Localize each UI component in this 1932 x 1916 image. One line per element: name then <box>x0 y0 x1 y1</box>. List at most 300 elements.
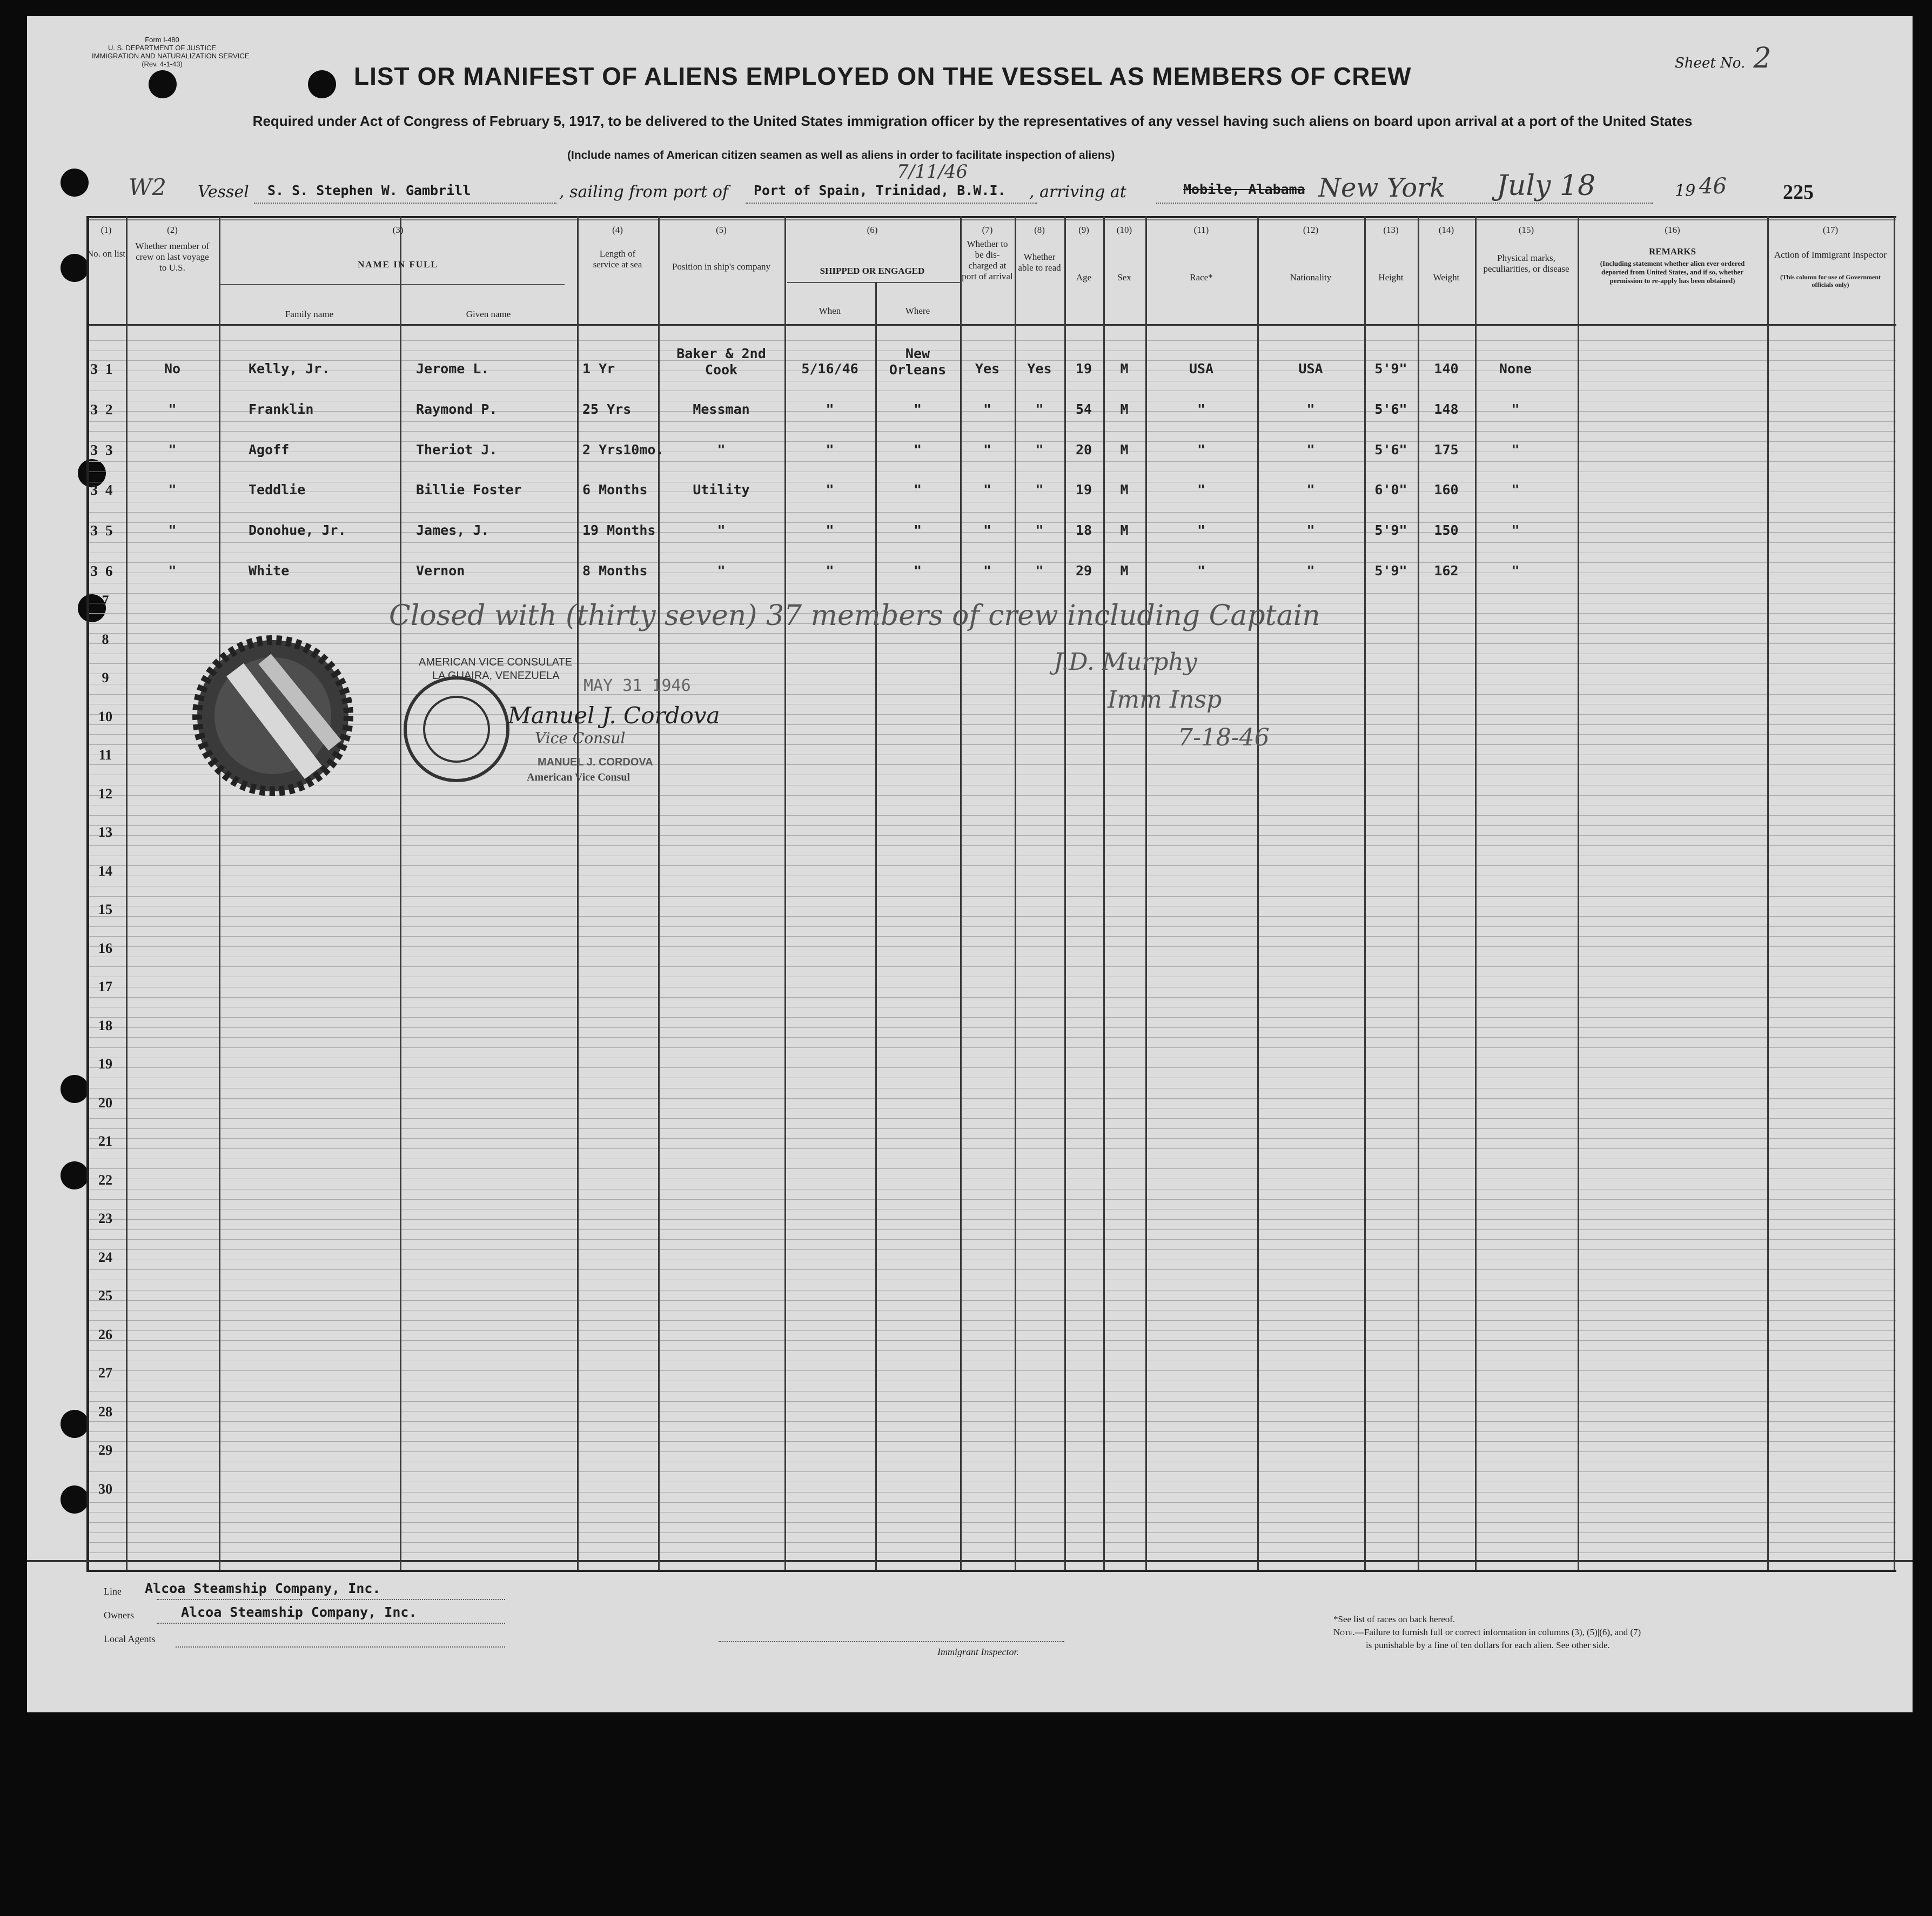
ruled-line <box>86 1199 1896 1200</box>
row-number: 20 <box>98 1095 112 1111</box>
row-number: 30 <box>98 1481 112 1497</box>
footer-line-label: Line <box>104 1586 122 1597</box>
cell-weight: 175 <box>1434 441 1459 458</box>
cell-nationality: " <box>1306 522 1315 539</box>
header-bottom-border <box>86 324 1896 326</box>
cell-given: James, J. <box>416 522 489 539</box>
cell-height: 6'0" <box>1374 482 1407 498</box>
footer-line-dots <box>157 1599 505 1600</box>
row-number: 15 <box>98 902 112 917</box>
cell-age: 29 <box>1075 563 1092 579</box>
cell-sex: M <box>1120 441 1129 458</box>
ruled-line <box>86 936 1896 937</box>
cell-when: " <box>826 563 834 579</box>
cell-family: Kelly, Jr. <box>249 361 330 377</box>
col-10-label: Sex <box>1117 272 1131 283</box>
punch-hole <box>61 169 89 197</box>
col-1-number: (1) <box>100 225 112 235</box>
ruled-line <box>86 1522 1896 1523</box>
arrival-year: 46 <box>1699 174 1727 199</box>
cell-marks: " <box>1511 563 1520 579</box>
ruled-line <box>86 1542 1896 1543</box>
form-department: U. S. DEPARTMENT OF JUSTICE <box>108 44 217 52</box>
cell-weight: 162 <box>1434 563 1459 579</box>
col-2-label: Whether member of crew on last voyage to U.S. <box>135 241 210 273</box>
immigrant-inspector-label: Immigrant Inspector. <box>937 1646 1019 1657</box>
vice-consul-signature: Manuel J. Cordova <box>508 702 720 729</box>
cell-age: 54 <box>1075 401 1092 417</box>
cell-age: 19 <box>1075 361 1092 377</box>
cell-where: " <box>913 563 922 579</box>
col-3-label: NAME IN FULL <box>358 259 438 270</box>
sailing-date: 7/11/46 <box>897 161 968 183</box>
cell-race: USA <box>1189 361 1214 377</box>
ruled-line <box>86 1441 1896 1442</box>
footer-top-border <box>27 1560 1913 1562</box>
cell-sex: M <box>1120 563 1129 579</box>
cell-last-voyage: " <box>168 482 177 498</box>
consulate-round-stamp-icon <box>397 670 516 789</box>
ruled-line <box>86 1421 1896 1422</box>
col-6-label: SHIPPED OR ENGAGED <box>820 266 925 276</box>
subtitle: Required under Act of Congress of February 5, 1917, to be delivered to the United States immigration officer by the representatives of any vessel having such aliens on board upon arrival at a port of the United States <box>252 113 1693 129</box>
cell-when: " <box>826 482 834 498</box>
col-14-label: Weight <box>1433 272 1460 283</box>
cell-discharged: Yes <box>975 361 1000 377</box>
ruled-line <box>86 1168 1896 1169</box>
ruled-line <box>86 1350 1896 1351</box>
col-16-sublabel: (Including statement whether alien ever ordered deported from United States, and if so, whether permission to re-apply has been obtained) <box>1600 259 1745 285</box>
cell-sex: M <box>1120 401 1129 417</box>
ruled-line <box>86 1047 1896 1048</box>
closing-note: Closed with (thirty seven) 37 members of crew including Captain <box>389 600 1320 632</box>
ruled-line <box>86 1027 1896 1028</box>
arriving-label: , arriving at <box>1029 183 1126 201</box>
cell-where: New Orleans <box>889 346 947 378</box>
arriving-port-handwritten: New York <box>1318 173 1446 203</box>
cell-nationality: " <box>1306 563 1315 579</box>
ruled-line <box>86 1118 1896 1119</box>
row-number: 18 <box>98 1018 112 1033</box>
ruled-line <box>86 1128 1896 1129</box>
form-revision: (Rev. 4-1-43) <box>142 60 183 68</box>
col-16-label: REMARKS <box>1649 246 1696 257</box>
row-number: 31 <box>90 361 120 377</box>
cell-position: " <box>717 563 726 579</box>
sheet-label: Sheet No. <box>1675 55 1746 71</box>
ruled-line <box>86 865 1896 866</box>
cell-service: 19 Months <box>582 522 656 539</box>
col-17-sublabel: (This column for use of Government officials only) <box>1780 273 1881 288</box>
cell-family: Franklin <box>249 401 314 417</box>
ruled-line <box>86 815 1896 816</box>
ruled-line <box>86 835 1896 836</box>
row-number: 19 <box>98 1056 112 1072</box>
ruled-line <box>86 1098 1896 1099</box>
cell-service: 25 Yrs <box>582 401 632 417</box>
vice-consul-signature-title: Vice Consul <box>535 729 626 747</box>
vessel-label: Vessel <box>198 183 249 201</box>
cell-family: White <box>249 563 290 579</box>
col-17-label: Action of Immigrant Inspector <box>1774 250 1887 260</box>
penalty-note <box>1333 1627 1641 1638</box>
col-15-label: Physical marks, peculiarities, or disease <box>1483 253 1569 274</box>
col-line <box>1364 216 1366 1570</box>
col-4-number: (4) <box>612 225 623 235</box>
cell-nationality: " <box>1306 401 1315 417</box>
ruled-line <box>86 1229 1896 1230</box>
cell-last-voyage: " <box>168 522 177 539</box>
footer-owners-value: Alcoa Steamship Company, Inc. <box>181 1604 417 1620</box>
cell-read: " <box>1035 401 1044 417</box>
ruled-line <box>86 1148 1896 1149</box>
cell-family: Agoff <box>249 441 290 458</box>
row-number: 21 <box>98 1133 112 1149</box>
cell-read: Yes <box>1027 361 1052 377</box>
cell-race: " <box>1197 563 1206 579</box>
cell-age: 20 <box>1075 441 1092 458</box>
cell-given: Jerome L. <box>416 361 489 377</box>
row-number: 22 <box>98 1172 112 1188</box>
ruled-line <box>86 431 1896 432</box>
cell-marks: " <box>1511 441 1520 458</box>
cell-height: 5'9" <box>1374 361 1407 377</box>
row-number: 14 <box>98 863 112 879</box>
col-line <box>1767 216 1769 1570</box>
col-9-label: Age <box>1076 272 1092 283</box>
row-number: 26 <box>98 1327 112 1342</box>
col-7-number: (7) <box>982 225 993 235</box>
col-6-number: (6) <box>867 225 878 235</box>
races-note: *See list of races on back hereof. <box>1333 1614 1455 1624</box>
vice-consul-typed-title: American Vice Consul <box>527 771 630 783</box>
ruled-line <box>86 916 1896 917</box>
ruled-line <box>86 1492 1896 1493</box>
col-15-number: (15) <box>1518 225 1534 235</box>
cell-where: " <box>913 522 922 539</box>
cell-when: 5/16/46 <box>801 361 858 377</box>
ruled-line <box>86 997 1896 998</box>
footer-agents-label: Local Agents <box>104 1633 156 1644</box>
col-9-number: (9) <box>1078 225 1089 235</box>
ruled-line <box>86 896 1896 897</box>
col-line <box>1015 216 1016 1570</box>
col-line <box>1103 216 1105 1570</box>
cell-weight: 150 <box>1434 522 1459 539</box>
family-name-header: Family name <box>285 309 334 319</box>
row-number: 10 <box>98 709 112 724</box>
row-number: 36 <box>90 563 120 579</box>
row-number: 25 <box>98 1288 112 1303</box>
cell-race: " <box>1197 482 1206 498</box>
col-1-label: No. on list <box>86 248 126 259</box>
ruled-line <box>86 1239 1896 1240</box>
cell-where: " <box>913 441 922 458</box>
ruled-line <box>86 1502 1896 1503</box>
page-title: LIST OR MANIFEST OF ALIENS EMPLOYED ON THE VESSEL AS MEMBERS OF CREW <box>354 62 1412 90</box>
row-number: 23 <box>98 1211 112 1226</box>
row-number: 11 <box>98 747 112 763</box>
col-16-number: (16) <box>1665 225 1680 235</box>
cell-position: Baker & 2nd Cook <box>676 346 766 378</box>
cell-nationality: USA <box>1298 361 1323 377</box>
ruled-line <box>86 825 1896 826</box>
ruled-line <box>86 1471 1896 1472</box>
form-identifier <box>92 36 250 68</box>
cell-discharged: " <box>983 563 992 579</box>
col-14-number: (14) <box>1438 225 1454 235</box>
ruled-line <box>86 1300 1896 1301</box>
punch-hole <box>61 1075 89 1103</box>
shipped-subheader-line <box>787 282 960 283</box>
footer-agents-dots <box>176 1646 505 1648</box>
cell-age: 19 <box>1075 482 1092 498</box>
ruled-line <box>86 926 1896 927</box>
penalty-note-text: —Failure to furnish full or correct information in columns (3), (5)|(6), and (7) <box>1354 1627 1641 1637</box>
cell-when: " <box>826 441 834 458</box>
col-2-number: (2) <box>167 225 178 235</box>
punch-hole <box>61 1161 89 1189</box>
inspector-sign-line <box>719 1641 1064 1642</box>
consulate-stamp-line2: LA GUAIRA, VENEZUELA <box>432 670 560 682</box>
table-top-border <box>86 216 1896 218</box>
ruled-line <box>86 1370 1896 1371</box>
year-prefix: 19 <box>1675 181 1696 200</box>
ruled-line <box>86 966 1896 967</box>
col-line <box>960 216 962 1570</box>
col-line <box>577 216 579 1570</box>
col-line <box>784 216 786 1570</box>
col-17-number: (17) <box>1822 225 1839 235</box>
row-number: 24 <box>98 1249 112 1265</box>
cell-weight: 148 <box>1434 401 1459 417</box>
cell-when: " <box>826 522 834 539</box>
margin-mark: W2 <box>129 174 166 200</box>
row-number: 12 <box>98 786 112 802</box>
col-line <box>1475 216 1477 1570</box>
cell-height: 5'6" <box>1374 401 1407 417</box>
sheet-value: 2 <box>1753 42 1772 75</box>
cell-weight: 160 <box>1434 482 1459 498</box>
ruled-line <box>86 1330 1896 1331</box>
cell-service: 1 Yr <box>582 361 615 377</box>
ruled-line <box>86 1451 1896 1452</box>
row-number: 17 <box>98 979 112 994</box>
col-line <box>1418 216 1419 1570</box>
ruled-line <box>86 1320 1896 1321</box>
cell-last-voyage: " <box>168 401 177 417</box>
manifest-sheet <box>27 16 1913 1712</box>
col-line <box>1894 216 1895 1570</box>
note-line: (Include names of American citizen seamen as well as aliens in order to facilitate inspection of aliens) <box>567 149 1115 162</box>
col-line <box>1578 216 1579 1570</box>
table-bottom-border <box>86 1570 1896 1572</box>
ruled-line <box>86 461 1896 462</box>
cell-marks: " <box>1511 522 1520 539</box>
cell-where: " <box>913 401 922 417</box>
cell-position: " <box>717 522 726 539</box>
punch-hole <box>61 254 89 282</box>
sheet-number <box>1675 42 1771 75</box>
row-number: 27 <box>98 1365 112 1381</box>
ruled-line <box>86 1037 1896 1038</box>
penalty-note-label: Note. <box>1333 1627 1355 1637</box>
col-line <box>126 216 128 1570</box>
cell-height: 5'9" <box>1374 522 1407 539</box>
col-line <box>219 216 220 1570</box>
vessel-name: S. S. Stephen W. Gambrill <box>267 183 471 198</box>
row-number: 9 <box>102 670 109 685</box>
row-number: 32 <box>90 401 120 418</box>
row-number: 16 <box>98 940 112 956</box>
consular-seal-icon <box>184 627 362 805</box>
shipped-where-header: Where <box>905 306 930 316</box>
col-line <box>400 216 401 1570</box>
ruled-line <box>86 421 1896 422</box>
col-4-label: Length of service at sea <box>593 248 642 270</box>
ruled-line <box>86 946 1896 947</box>
cell-marks: None <box>1499 361 1532 377</box>
cell-service: 6 Months <box>582 482 648 498</box>
table-top-border-inner <box>86 219 1896 220</box>
cell-marks: " <box>1511 482 1520 498</box>
ruled-line <box>86 542 1896 543</box>
arriving-port: Mobile, Alabama <box>1183 181 1305 197</box>
consulate-stamp-line1: AMERICAN VICE CONSULATE <box>419 656 573 668</box>
ruled-line <box>86 1138 1896 1139</box>
punch-hole <box>149 70 177 98</box>
name-subheader-line <box>219 284 565 285</box>
cell-family: Donohue, Jr. <box>249 522 346 539</box>
cell-last-voyage: " <box>168 563 177 579</box>
cell-race: " <box>1197 522 1206 539</box>
cell-discharged: " <box>983 401 992 417</box>
inspector-signature-date: 7-18-46 <box>1178 724 1270 751</box>
cell-discharged: " <box>983 522 992 539</box>
row-number: 7 <box>102 593 109 608</box>
manifest-table <box>86 216 1896 1570</box>
cell-sex: M <box>1120 522 1129 539</box>
ruled-line <box>86 1219 1896 1220</box>
col-3-number: (3) <box>392 225 404 235</box>
ruled-line <box>86 1552 1896 1553</box>
form-service: IMMIGRATION AND NATURALIZATION SERVICE <box>92 52 250 60</box>
punch-hole <box>308 70 336 98</box>
ruled-line <box>86 1067 1896 1068</box>
cell-race: " <box>1197 401 1206 417</box>
cell-read: " <box>1035 522 1044 539</box>
cell-given: Theriot J. <box>416 441 498 458</box>
page-number: 225 <box>1783 181 1814 204</box>
cell-weight: 140 <box>1434 361 1459 377</box>
consulate-stamp-date: MAY 31 1946 <box>583 676 691 695</box>
col-line <box>1257 216 1259 1570</box>
cell-given: Raymond P. <box>416 401 498 417</box>
arrival-date: July 18 <box>1497 170 1596 202</box>
cell-when: " <box>826 401 834 417</box>
cell-position: Messman <box>693 401 750 417</box>
cell-service: 8 Months <box>582 563 648 579</box>
col-12-label: Nationality <box>1290 272 1332 283</box>
ruled-line <box>86 1249 1896 1250</box>
punch-hole <box>61 1485 89 1514</box>
ruled-line <box>86 845 1896 846</box>
sailing-port: Port of Spain, Trinidad, B.W.I. <box>754 183 1006 198</box>
cell-given: Vernon <box>416 563 465 579</box>
col-10-number: (10) <box>1116 225 1132 235</box>
col-12-number: (12) <box>1303 225 1319 235</box>
row-number: 29 <box>98 1442 112 1458</box>
col-line <box>1145 216 1147 1570</box>
ruled-line <box>86 1017 1896 1018</box>
row-number: 8 <box>102 631 109 647</box>
col-11-number: (11) <box>1193 225 1209 235</box>
cell-last-voyage: No <box>164 361 181 377</box>
footer-owners-label: Owners <box>104 1610 134 1621</box>
form-number: Form I-480 <box>145 36 179 44</box>
cell-family: Teddlie <box>249 482 306 498</box>
col-5-number: (5) <box>716 225 727 235</box>
col-line <box>658 216 660 1570</box>
vessel-dots <box>254 203 556 204</box>
row-number: 28 <box>98 1404 112 1420</box>
row-number: 13 <box>98 824 112 840</box>
ruled-line <box>86 1431 1896 1432</box>
col-8-number: (8) <box>1034 225 1045 235</box>
cell-marks: " <box>1511 401 1520 417</box>
cell-height: 5'9" <box>1374 563 1407 579</box>
row-number: 34 <box>90 482 120 499</box>
col-8-label: Whether able to read <box>1018 252 1061 273</box>
col-11-label: Race* <box>1190 272 1213 283</box>
inspector-signature-title: Imm Insp <box>1108 686 1222 714</box>
cell-sex: M <box>1120 482 1129 498</box>
row-number: 33 <box>90 441 120 458</box>
footer-line-value: Alcoa Steamship Company, Inc. <box>145 1581 381 1596</box>
inspector-signature-name: J.D. Murphy <box>1054 648 1197 676</box>
col-5-label: Position in ship's company <box>672 261 771 272</box>
cell-discharged: " <box>983 441 992 458</box>
cell-service: 2 Yrs10mo. <box>582 441 664 458</box>
ruled-line <box>86 1532 1896 1533</box>
cell-nationality: " <box>1306 441 1315 458</box>
cell-race: " <box>1197 441 1206 458</box>
cell-discharged: " <box>983 482 992 498</box>
given-name-header: Given name <box>466 309 511 319</box>
ruled-line <box>86 593 1896 594</box>
cell-height: 5'6" <box>1374 441 1407 458</box>
cell-read: " <box>1035 482 1044 498</box>
col-7-label: Whether to be dis-charged at port of arrival <box>962 239 1013 281</box>
shipped-when-header: When <box>819 306 841 316</box>
penalty-note-text-2: is punishable by a fine of ten dollars for each alien. See other side. <box>1366 1640 1610 1650</box>
cell-nationality: " <box>1306 482 1315 498</box>
col-13-label: Height <box>1378 272 1404 283</box>
ruled-line <box>86 1269 1896 1270</box>
cell-position: Utility <box>693 482 750 498</box>
cell-where: " <box>913 482 922 498</box>
ruled-line <box>86 512 1896 513</box>
cell-read: " <box>1035 441 1044 458</box>
cell-last-voyage: " <box>168 441 177 458</box>
port-dots <box>746 203 1037 204</box>
vice-consul-typed-name: MANUEL J. CORDOVA <box>538 756 653 768</box>
col-line <box>875 282 877 1570</box>
ruled-line <box>86 1401 1896 1402</box>
cell-position: " <box>717 441 726 458</box>
punch-hole <box>61 1410 89 1438</box>
sailing-label: , sailing from port of <box>559 183 729 201</box>
